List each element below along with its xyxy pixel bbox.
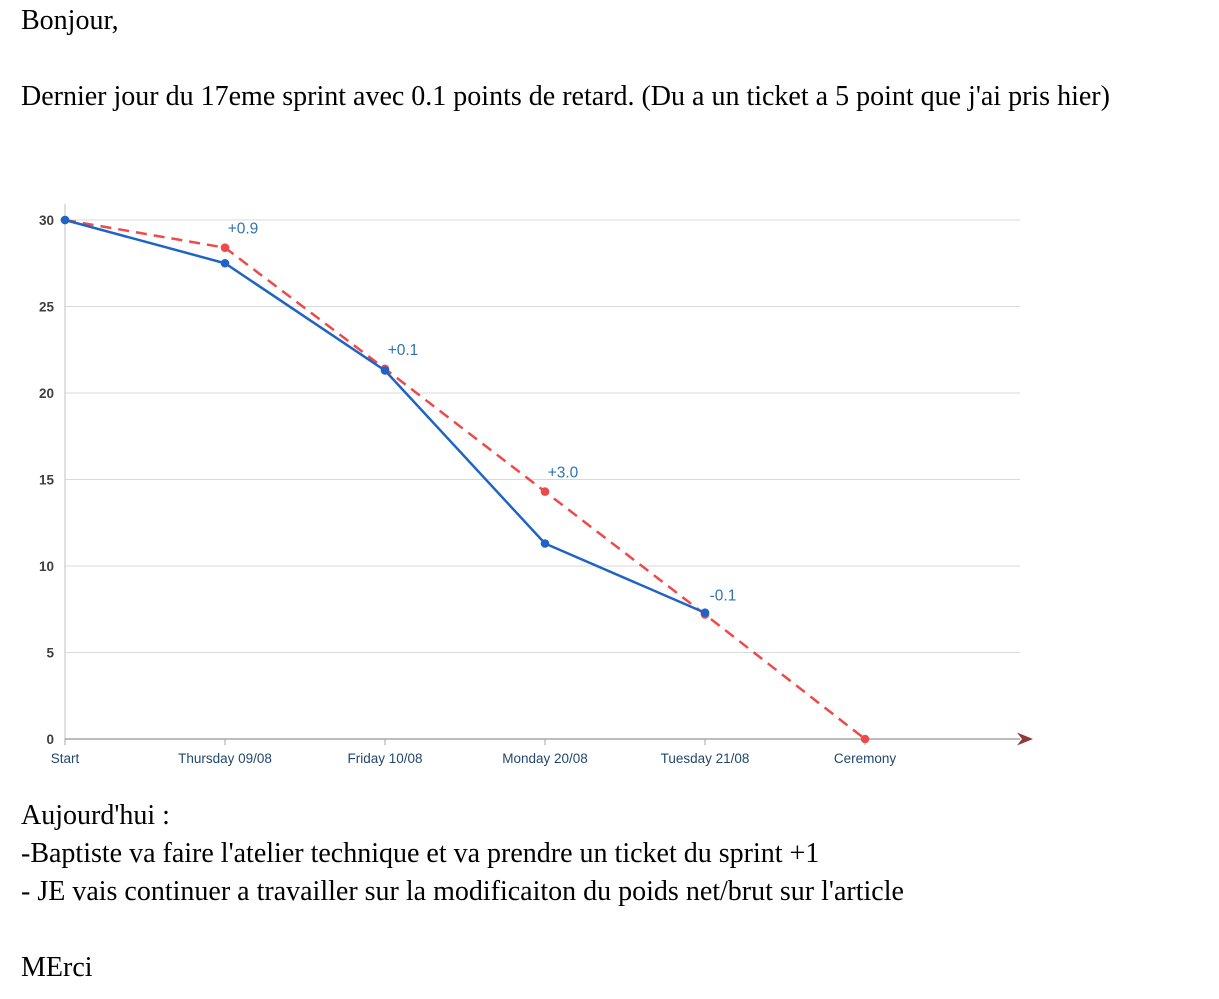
x-tick-label: Thursday 09/08 [178, 751, 272, 766]
blank-line [21, 911, 1201, 949]
blank-line [21, 40, 1201, 78]
actual-burndown-point [701, 608, 710, 617]
email-task-line: - JE vais continuer a travailler sur la modificaiton du poids net/brut sur l'article [21, 876, 904, 907]
x-tick-label: Friday 10/08 [347, 751, 423, 766]
y-tick-label: 30 [38, 213, 54, 228]
actual-burndown-point [541, 539, 550, 548]
burndown-chart-container [0, 190, 1060, 775]
y-tick-label: 20 [38, 386, 54, 401]
email-closing: MErci [21, 952, 93, 983]
x-tick-label: Monday 20/08 [502, 751, 588, 766]
point-diff-label: +0.9 [227, 220, 259, 238]
y-tick-label: 0 [46, 732, 54, 747]
email-intro: Dernier jour du 17eme sprint avec 0.1 points de retard. (Du a un ticket a 5 point que j'ai pris hier) [21, 81, 1110, 112]
ideal-burndown-point [221, 243, 230, 252]
actual-burndown-point [221, 259, 230, 268]
point-diff-label: -0.1 [709, 587, 737, 605]
email-greeting: Bonjour, [21, 5, 119, 36]
y-tick-label: 15 [38, 472, 54, 488]
actual-burndown-point [381, 366, 390, 375]
x-tick-label: Ceremony [833, 751, 897, 766]
email-task-line: -Baptiste va faire l'atelier technique et va prendre un ticket du sprint +1 [21, 838, 820, 869]
email-today-header: Aujourd'hui : [21, 800, 170, 831]
x-tick-label: Start [50, 751, 80, 766]
actual-burndown-point [61, 216, 70, 225]
point-diff-label: +3.0 [547, 464, 579, 482]
x-tick-label: Tuesday 21/08 [660, 751, 750, 766]
email-bottom-paragraphs [21, 797, 1201, 987]
point-diff-label: +0.1 [387, 341, 419, 359]
y-tick-label: 10 [38, 559, 54, 574]
actual-burndown-line [65, 220, 705, 613]
ideal-burndown-point [861, 735, 870, 744]
burndown-chart [0, 190, 1060, 775]
ideal-burndown-point [541, 487, 550, 496]
y-tick-label: 5 [46, 645, 54, 661]
email-top-paragraphs [21, 2, 1201, 116]
y-tick-label: 25 [38, 299, 54, 315]
